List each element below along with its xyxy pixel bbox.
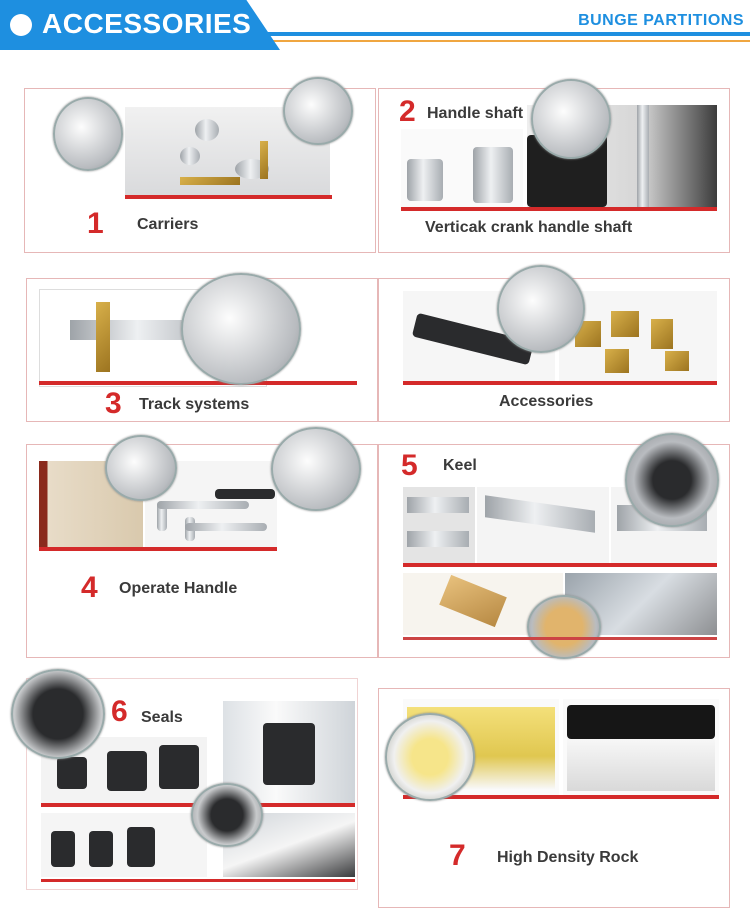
keel-photo-old xyxy=(403,487,475,563)
zoom-circle xyxy=(105,435,177,501)
header-bullet-icon xyxy=(10,14,32,36)
section-label: Seals xyxy=(141,709,183,726)
card-track-systems xyxy=(26,278,378,422)
red-bar xyxy=(39,381,357,385)
card-carriers xyxy=(24,88,376,253)
shaft-photo xyxy=(401,129,523,207)
seal-profile xyxy=(159,745,199,789)
card-handle-shaft xyxy=(378,88,730,253)
keel-profile xyxy=(485,495,595,532)
zoom-circle xyxy=(531,79,611,159)
handle-bar xyxy=(157,501,249,509)
zoom-circle xyxy=(625,433,719,527)
zoom-circle xyxy=(271,427,361,511)
zoom-circle xyxy=(11,669,105,759)
section-label: Track systems xyxy=(139,396,250,413)
handle-rubber xyxy=(215,489,275,499)
seal-profile xyxy=(107,751,147,791)
red-bar xyxy=(403,637,717,640)
keel-photo-2nd-gen xyxy=(477,487,609,563)
handle-bar xyxy=(185,523,267,531)
red-bar xyxy=(403,563,717,567)
carrier-plate xyxy=(180,177,240,185)
seal-sample xyxy=(51,831,75,867)
page-title: ACCESSORIES xyxy=(42,8,252,39)
zoom-circle xyxy=(53,97,123,171)
door-frame xyxy=(637,105,649,207)
seal-insert xyxy=(263,723,315,785)
section-number: 6 xyxy=(111,695,128,728)
header-rule-accent xyxy=(270,40,750,42)
bracket xyxy=(611,311,639,337)
wood-beam xyxy=(439,575,507,627)
red-bar xyxy=(401,207,717,211)
carrier-bolt xyxy=(260,141,268,179)
bracket xyxy=(605,349,629,373)
rock-wool-layer xyxy=(567,739,715,791)
track-hanger xyxy=(96,302,110,372)
bracket xyxy=(651,319,673,349)
section-number: 4 xyxy=(81,571,98,604)
rock-wool-facing xyxy=(567,705,715,739)
card-seals xyxy=(26,678,358,890)
card-operate-handle xyxy=(26,444,378,658)
zoom-circle xyxy=(385,713,475,801)
header-rule xyxy=(260,32,750,36)
section-number: 2 xyxy=(399,95,416,128)
rock-wool-black-photo xyxy=(563,699,719,795)
brand-name: BUNGE PARTITIONS xyxy=(578,12,744,29)
red-bar xyxy=(125,195,332,199)
seal-sample xyxy=(127,827,155,867)
shaft-part xyxy=(407,159,443,201)
section-number: 1 xyxy=(87,207,104,240)
section-label: High Density Rock xyxy=(497,849,639,866)
shaft-part xyxy=(473,147,513,203)
section-number: 7 xyxy=(449,839,466,872)
section-caption: Verticak crank handle shaft xyxy=(425,219,633,236)
zoom-circle xyxy=(283,77,353,145)
red-bar xyxy=(41,879,355,882)
red-bar xyxy=(39,547,277,551)
card-high-density-rock xyxy=(378,688,730,908)
bracket xyxy=(665,351,689,371)
keel-profile xyxy=(407,531,469,547)
zoom-circle xyxy=(191,783,263,847)
page-header xyxy=(0,0,750,55)
section-number: 5 xyxy=(401,449,418,482)
seal-sample xyxy=(89,831,113,867)
carrier-wheel xyxy=(180,147,200,165)
keel-profile xyxy=(407,497,469,513)
red-bar xyxy=(403,381,717,385)
zoom-circle xyxy=(527,595,601,659)
card-keel xyxy=(378,444,730,658)
section-label: Carriers xyxy=(137,216,199,233)
zoom-circle xyxy=(497,265,585,353)
section-label: Handle shaft xyxy=(427,105,524,122)
section-number: 3 xyxy=(105,387,122,420)
carrier-wheel xyxy=(195,119,219,141)
section-label: Operate Handle xyxy=(119,580,238,597)
section-label: Keel xyxy=(443,457,477,474)
card-accessories xyxy=(378,278,730,422)
zoom-circle xyxy=(181,273,301,385)
seal-profile xyxy=(57,757,87,789)
section-label: Accessories xyxy=(499,393,594,410)
seal-samples-photo xyxy=(41,813,207,877)
